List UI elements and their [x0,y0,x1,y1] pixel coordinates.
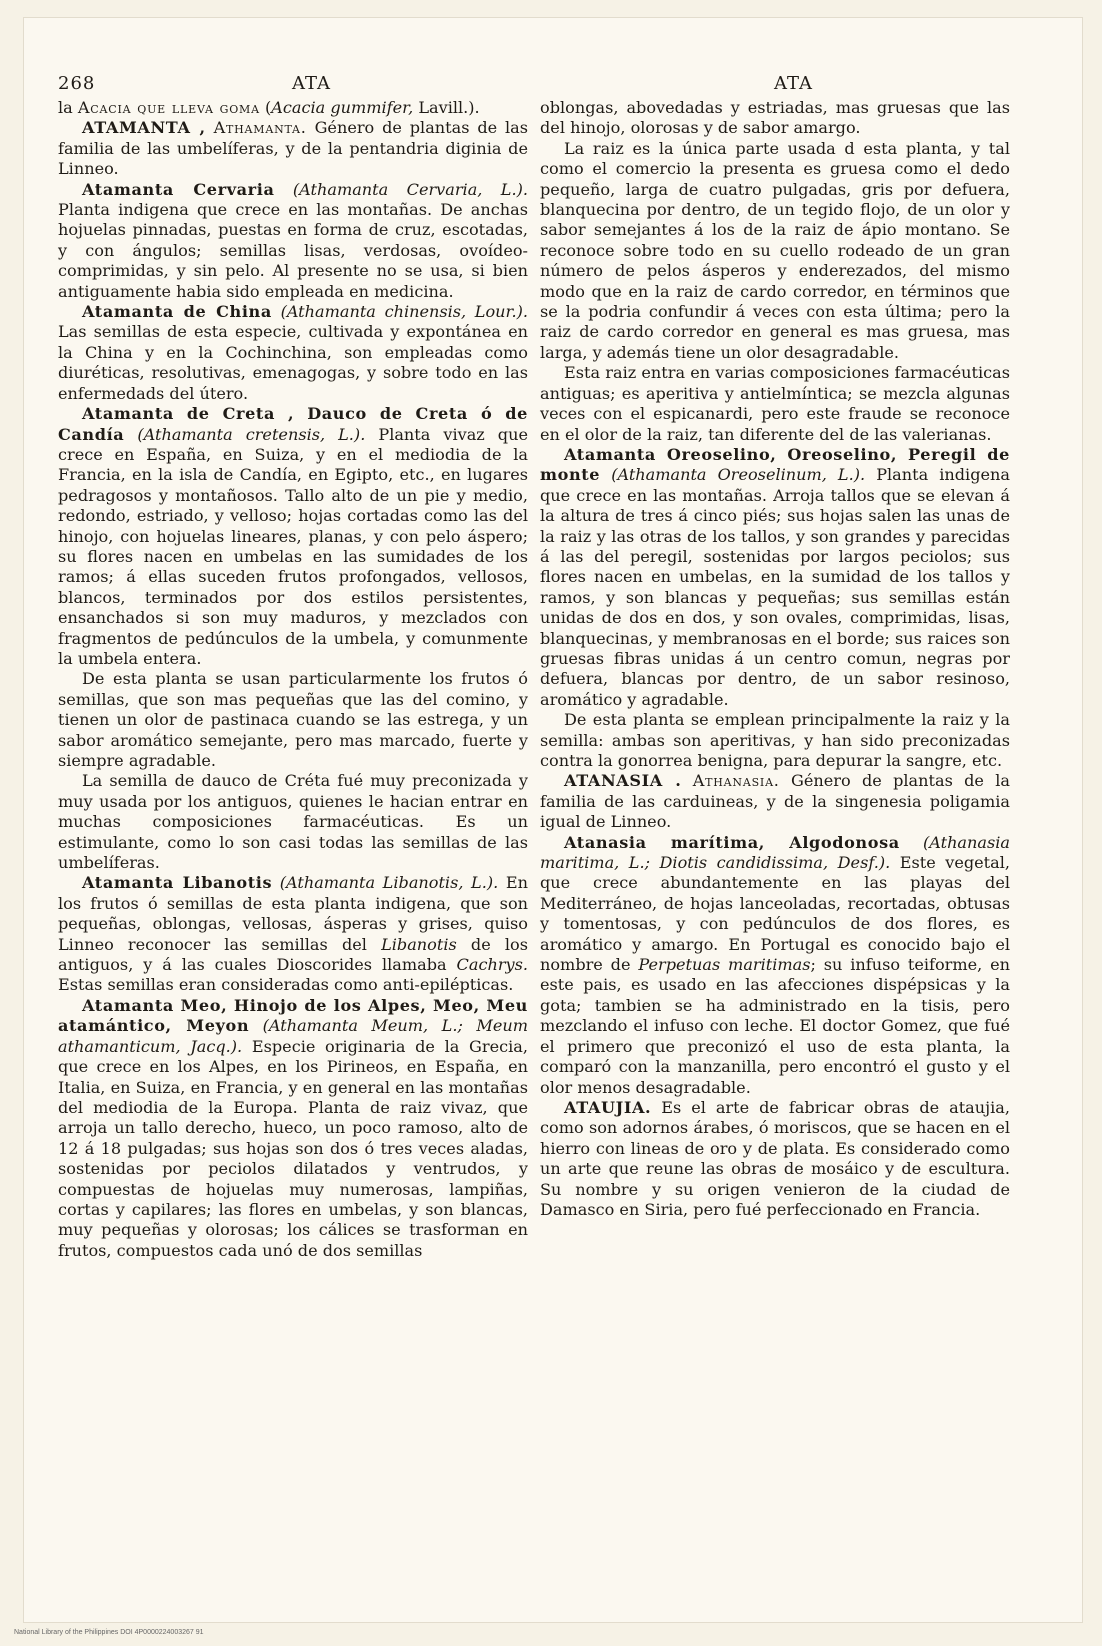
left-p1-b: Acacia que lleva goma [77,98,260,117]
entry-italic-term: Libanotis [381,934,457,954]
entry-title: ATAUJIA. [564,1097,652,1117]
entry-text: Este vegetal, que crece abundantemente en las playas del Mediterráneo, de hojas lanceoladas, recortadas, obtusas y tomentosas, y con pedúnculos de dos flores, es aromático y amargo. En Portugal es conocido bajo el nombre de [540,853,1010,975]
entry-text: Las semillas de esta especie, cultivada y expontánea en la China y en la Cochinchina, son empleadas como diuréticas, resolutivas, emenagogas, y sobre todo en las enfermedads del útero. [58,322,528,403]
right-paragraph-5: De esta planta se emplean principalmente la raiz y la semilla: ambas son aperitivas, y han sido preconizadas contra la gonorrea benigna, para depurar la sangre, etc. [540,710,1010,770]
entry-latin: Diotis candidissima, [659,853,829,873]
left-paragraph-6: De esta planta se usan particularmente los frutos ó semillas, que son mas pequeñas que las del comino, y tienen un olor de pastinaca cuando se las estrega, y un sabor aromático semejante, pero mas marcado, fuerte y siempre agradable. [58,669,528,770]
right-paragraph-1: oblongas, abovedadas y estriadas, mas gruesas que las del hinojo, olorosas y de sabor amargo. [540,98,1010,138]
left-p1-a: la [58,98,73,117]
right-paragraph-8 [540,1098,1010,1220]
right-paragraph-7 [540,833,1010,1098]
left-paragraph-5 [58,404,528,669]
left-paragraph-1 [58,98,528,118]
entry-title: ATAMANTA , [82,118,206,138]
entry-latin: (Athamanta Oreoselinum, L.). [611,465,866,485]
left-paragraph-7: La semilla de dauco de Créta fué muy preconizada y muy usada por los antiguos, quienes le hacian entrar en muchas composiciones farmacéuticas. Es un estimulante, como lo son casi todas las semillas de las umbelíferas. [58,771,528,873]
right-paragraph-3: Esta raiz entra en varias composiciones farmacéuticas antiguas; es aperitiva y antielmíntica; se mezcla algunas veces con el espicanardi, pero este fraude se reconoce en el olor de la raiz, tan diferente del de las valerianas. [540,363,1010,444]
entry-title: Atanasia marítima, Algodonosa [564,832,900,852]
left-column [58,98,528,1261]
entry-title: Atamanta de Creta , Dauco de Creta ó de Candía [58,404,528,444]
entry-text: ; su infuso teiforme, en este pais, es usado en las afecciones dispépsicas y la gota; tambien se ha administrado en la tisis, pero mezclando el infuso con leche. El doctor Gomez, que fué el primero que preconizó el uso de esta planta, la comparó con la manzanilla, pero encontró el gusto y el olor menos desagradable. [540,955,1010,1097]
left-p1-c: ( [264,98,272,117]
entry-text: En los frutos ó semillas de esta planta indigena, que son pequeñas, oblongas, vellosas, ásperas y grises, quiso Linneo reconocer las semillas del [58,873,528,954]
left-p1-e: Lavill.). [418,98,480,117]
left-running-head: ATA [292,73,332,94]
entry-latin: (Athamanta cretensis, L.). [137,424,366,444]
entry-italic-term: Cachrys. [456,955,528,975]
right-paragraph-2: La raiz es la única parte usada d esta planta, y tal como el comercio la presenta es gruesa como el dedo pequeño, larga de cuatro pulgadas, gris por defuera, blanquecina por dentro, de un tegido flojo, de un olor y sabor semejantes á los de la raiz de ápio montano. Se reconoce sobre todo en su cuello rodeado de un gran número de pelos ásperos y enderezados, del mismo modo que en la raiz de cardo corredor, en términos que se la podria confundir á veces con esta última; pero la raiz de cardo corredor en general es mas gruesa, mas larga, y además tiene un olor desagradable. [540,138,1010,362]
left-paragraph-4 [58,302,528,404]
entry-text: Planta indigena que crece en las montañas. Arroja tallos que se elevan á la altura de tres á cinco piés; sus hojas salen las unas de la raiz y las otras de los tallos, y son grandes y parecidas á las del peregil, sostenidas por largos peciolos; sus flores nacen en umbelas, en la sumidad de los tallos y ramos, y son blancas y pequeñas; sus semillas están unidas de dos en dos, y son ovales, comprimidas, lisas, blanquecinas, y membranosas en el borde; sus raices son gruesas fibras unidas á un centro comun, negras por defuera, blancas por dentro, de un sabor resinoso, aromático y agradable. [540,465,1010,709]
entry-subtitle: Athamanta. [213,118,307,138]
left-p1-d: Acacia gummifer, [271,98,414,117]
entry-title: Atamanta de China [82,302,272,322]
page-footer: National Library of the Philippines DOI 4P0000224003267 91 [14,1629,204,1636]
left-paragraph-9 [58,996,528,1261]
entry-text: Planta indigena que crece en las montañas. De anchas hojuelas pinnadas, puestas en forma de cruz, escotadas, y con ángulos; semillas lisas, verdosas, ovoídeo-comprimidas, y sin pelo. Al presente no se usa, si bien antiguamente habia sido empleada en medicina. [58,200,528,301]
entry-title: ATANASIA . [564,771,682,791]
entry-text: Género de plantas de las familia de las umbelíferas, y de la pentandria diginia de Linneo. [58,118,529,179]
right-paragraph-6 [540,771,1010,832]
left-paragraph-2 [58,118,528,179]
entry-text: Especie originaria de la Grecia, que crece en los Alpes, en los Pirineos, en España, en Italia, en Suiza, en Francia, y en general en las montañas del mediodia de la Europa. Planta de raiz vivaz, que arroja un tallo derecho, hueco, un poco ramoso, alto de 12 á 18 pulgadas; sus hojas son dos ó tres veces aladas, sostenidas por peciolos dilatados y ventrudos, y compuestas de hojuelas muy numerosas, lampiñas, cortas y capilares; las flores en umbelas, y son blancas, muy pequeñas y olorosas; los cálices se trasforman en frutos, compuestos cada unó de dos semillas [58,1036,528,1260]
entry-title: Atamanta Libanotis [82,873,273,893]
entry-text: Género de plantas de la familia de las carduineas, y de la singenesia poligamia igual de Linneo. [540,771,1010,832]
entry-latin: (Athamanta chinensis, Lour.). [280,302,528,322]
entry-latin: (Athamanta Meum, L.; Meum athamanticum, Jacq.). [58,1016,528,1056]
right-column [540,98,1010,1220]
entry-title: Atamanta Oreoselino, Oreoselino, Peregil de monte [540,444,1010,485]
entry-title: Atamanta Meo, Hinojo de los Alpes, Meo, Meu atamántico, Meyon [58,995,528,1036]
left-paragraph-3 [58,180,528,302]
entry-text: Estas semillas eran consideradas como anti-epilépticas. [58,975,514,995]
left-paragraph-8 [58,873,528,995]
page-header [58,74,1044,94]
right-paragraph-4 [540,445,1010,710]
entry-text: de los antiguos, y á las cuales Dioscorides llamaba [58,934,528,975]
entry-latin: (Athanasia maritima, L.; [540,832,1010,873]
right-running-head: ATA [774,73,814,94]
entry-latin: (Athamanta Libanotis, L.). [279,873,499,893]
entry-text: Planta vivaz que crece en España, en Suiza, y en el mediodia de la Francia, en la isla de Candía, en Egipto, etc., en lugares pedragosos y montañosos. Tallo alto de un pie y medio, redondo, estriado, y velloso; hojas cortadas como las del hinojo, con hojuelas lineares, planas, y con pelo áspero; su flores nacen en umbelas en las sumidades de los ramos; á ellas suceden frutos profongados, vellosos, blancos, terminados por dos estilos persistentes, ensanchados si son muy maduros, y mezclados con fragmentos de pedúnculos de la umbela, y comunmente la umbela entera. [58,424,528,668]
entry-title: Atamanta Cervaria [82,179,275,199]
page-number: 268 [58,73,96,94]
entry-subtitle: Athanasia. [692,771,780,791]
entry-italic-term: Perpetuas maritimas [638,955,811,975]
entry-text: Es el arte de fabricar obras de ataujia, como son adornos árabes, ó moriscos, que se hacen en el hierro con lineas de oro y de plata. Es considerado como un arte que reune las obras de mosáico y de escultura. Su nombre y su origen venieron de la ciudad de Damasco en Siria, pero fué perfeccionado en Francia. [540,1097,1010,1219]
entry-latin: (Athamanta Cervaria, L.). [292,179,528,199]
entry-latin: Desf.). [837,853,891,873]
